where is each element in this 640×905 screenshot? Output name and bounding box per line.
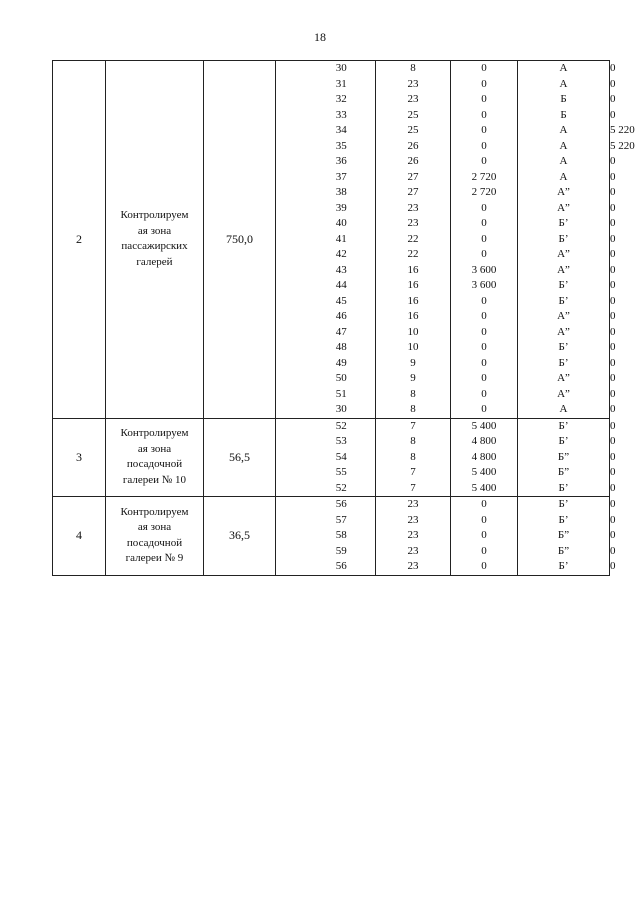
point-number-cell: 35 bbox=[335, 139, 347, 152]
value-b-cell: 9 bbox=[410, 356, 416, 369]
category-cell: А bbox=[559, 403, 568, 415]
point-number-column bbox=[308, 418, 376, 497]
value-b-cell: 23 bbox=[407, 544, 419, 557]
category-cell: Б’ bbox=[558, 419, 569, 432]
value-c-cell: 2 720 bbox=[471, 186, 497, 198]
category-column bbox=[518, 497, 610, 576]
table-body bbox=[53, 61, 635, 576]
point-number-cell: 46 bbox=[335, 310, 347, 322]
value-b-cell: 23 bbox=[407, 513, 419, 526]
zone-area: 36,5 bbox=[204, 497, 276, 576]
value-c-cell: 0 bbox=[481, 217, 487, 229]
point-number-cell: 42 bbox=[335, 248, 347, 260]
value-b-cell: 23 bbox=[407, 529, 419, 541]
value-b-cell: 23 bbox=[407, 93, 419, 105]
value-c-cell: 4 800 bbox=[471, 435, 497, 447]
value-b-cell: 23 bbox=[407, 498, 419, 510]
zone-name-line: Контролируем bbox=[120, 427, 189, 440]
table-section-row: 4 Контролируем ая зона посадочной галереи № 9 36,5 56 57 58 59 56 23 23 23 23 23 0 0 0 0 0 Б’ Б’ Б” Б” Б’ 0 0 0 0 0 bbox=[53, 497, 610, 576]
category-cell: А” bbox=[557, 263, 570, 276]
value-c-cell: 0 bbox=[481, 93, 487, 105]
point-number-cell: 30 bbox=[335, 403, 347, 415]
data-table bbox=[52, 60, 635, 576]
value-b-column bbox=[376, 61, 451, 419]
value-b-cell: 7 bbox=[410, 419, 416, 432]
point-number-cell: 56 bbox=[335, 560, 347, 572]
value-b-cell: 16 bbox=[407, 263, 419, 276]
value-c-cell: 0 bbox=[481, 372, 487, 384]
point-number-cell: 39 bbox=[335, 201, 347, 214]
value-b-cell: 8 bbox=[410, 403, 416, 415]
zone-name-line: галерей bbox=[136, 255, 173, 268]
value-c-cell: 0 bbox=[481, 325, 487, 338]
value-b-cell: 23 bbox=[407, 201, 419, 214]
value-c-cell: 3 600 bbox=[471, 263, 497, 276]
value-b-cell: 27 bbox=[407, 186, 419, 198]
value-c-cell: 0 bbox=[481, 310, 487, 322]
category-cell: А bbox=[559, 139, 568, 152]
point-number-cell: 34 bbox=[335, 124, 347, 136]
value-b-cell: 16 bbox=[407, 279, 419, 291]
point-number-cell: 45 bbox=[335, 294, 347, 307]
page-number: 18 bbox=[314, 30, 326, 44]
value-c-cell: 0 bbox=[481, 77, 487, 90]
value-b-column bbox=[376, 418, 451, 497]
point-number-cell: 56 bbox=[335, 498, 347, 510]
blank-column bbox=[276, 497, 308, 576]
value-c-cell: 0 bbox=[481, 108, 487, 121]
value-c-cell: 0 bbox=[481, 544, 487, 557]
value-b-cell: 26 bbox=[407, 139, 419, 152]
point-number-cell: 43 bbox=[335, 263, 347, 276]
table-section-row: 2 Контролируем ая зона пассажирских галерей 750,0 30 31 32 33 34 35 36 37 38 39 40 41 42 43 44 45 46 47 48 49 50 51 30 8 23 23 25 25 26 26 27 27 23 23 22 22 16 16 16 16 10 10 9 9 8 8 0 0 0 0 0 0 0 2 720 2 720 0 0 0 0 3 600 3 600 0 0 0 0 0 0 0 0 А А Б Б А А А А А” А” Б’ Б’ А” А” Б’ Б’ А” А” Б’ Б’ А” А” А 0 0 0 0 5 220 5 220 0 0 0 0 0 0 0 0 0 0 0 0 0 0 0 0 0 bbox=[53, 61, 610, 419]
category-cell: А” bbox=[557, 372, 570, 384]
zone-name-line: посадочной bbox=[126, 536, 183, 549]
category-cell: А” bbox=[557, 248, 570, 260]
value-b-cell: 8 bbox=[410, 450, 416, 463]
zone-area: 56,5 bbox=[204, 418, 276, 497]
blank-column bbox=[276, 61, 308, 419]
value-b-cell: 26 bbox=[407, 155, 419, 167]
point-number-cell: 50 bbox=[335, 372, 347, 384]
point-number-cell: 38 bbox=[335, 186, 347, 198]
zone-name bbox=[106, 418, 204, 497]
category-column bbox=[518, 61, 610, 419]
value-c-cell: 0 bbox=[481, 155, 487, 167]
value-c-cell: 0 bbox=[481, 356, 487, 369]
value-b-cell: 23 bbox=[407, 560, 419, 572]
value-c-cell: 5 400 bbox=[471, 466, 497, 478]
value-b-cell: 7 bbox=[410, 481, 416, 494]
point-number-cell: 31 bbox=[335, 77, 347, 90]
category-cell: Б’ bbox=[558, 217, 569, 229]
value-b-cell: 22 bbox=[407, 232, 419, 245]
category-cell: А bbox=[559, 124, 568, 136]
category-cell: Б’ bbox=[558, 435, 569, 447]
point-number-cell: 30 bbox=[335, 62, 347, 74]
value-c-cell: 0 bbox=[481, 513, 487, 526]
value-c-cell: 0 bbox=[481, 403, 487, 415]
value-c-cell: 0 bbox=[481, 139, 487, 152]
category-cell: Б” bbox=[557, 450, 570, 463]
category-cell: Б’ bbox=[558, 232, 569, 245]
category-cell: А bbox=[559, 170, 568, 183]
value-b-cell: 25 bbox=[407, 108, 419, 121]
category-cell: Б’ bbox=[558, 279, 569, 291]
category-cell: Б” bbox=[557, 466, 570, 478]
point-number-cell: 47 bbox=[335, 325, 347, 338]
value-c-column bbox=[451, 61, 518, 419]
value-c-cell: 0 bbox=[481, 529, 487, 541]
point-number-cell: 48 bbox=[335, 341, 347, 353]
value-b-cell: 25 bbox=[407, 124, 419, 136]
category-cell: Б’ bbox=[558, 560, 569, 572]
point-number-cell: 57 bbox=[335, 513, 347, 526]
value-b-cell: 8 bbox=[410, 387, 416, 400]
zone-name-line: Контролируем bbox=[120, 209, 189, 222]
category-cell: Б’ bbox=[558, 356, 569, 369]
point-number-cell: 58 bbox=[335, 529, 347, 541]
value-c-cell: 2 720 bbox=[471, 170, 497, 183]
point-number-cell: 32 bbox=[335, 93, 347, 105]
value-b-cell: 10 bbox=[407, 341, 419, 353]
point-number-column bbox=[308, 61, 376, 419]
value-b-cell: 8 bbox=[410, 435, 416, 447]
point-number-cell: 40 bbox=[335, 217, 347, 229]
blank-column bbox=[276, 418, 308, 497]
value-c-cell: 0 bbox=[481, 248, 487, 260]
value-c-cell: 0 bbox=[481, 341, 487, 353]
zone-name-line: галереи № 10 bbox=[122, 473, 187, 486]
category-cell: А” bbox=[557, 186, 570, 198]
point-number-cell: 53 bbox=[335, 435, 347, 447]
value-b-cell: 10 bbox=[407, 325, 419, 338]
point-number-cell: 37 bbox=[335, 170, 347, 183]
category-cell: Б bbox=[560, 108, 567, 121]
category-cell: А” bbox=[557, 310, 570, 322]
value-b-cell: 27 bbox=[407, 170, 419, 183]
category-cell: Б” bbox=[557, 544, 570, 557]
point-number-cell: 51 bbox=[335, 387, 347, 400]
section-number: 3 bbox=[53, 418, 106, 497]
category-cell: Б bbox=[560, 93, 567, 105]
category-cell: А” bbox=[557, 201, 570, 214]
value-c-cell: 4 800 bbox=[471, 450, 497, 463]
category-cell: Б’ bbox=[558, 498, 569, 510]
zone-name bbox=[106, 61, 204, 419]
section-number: 2 bbox=[53, 61, 106, 419]
point-number-cell: 36 bbox=[335, 155, 347, 167]
point-number-column bbox=[308, 497, 376, 576]
zone-name-line: галереи № 9 bbox=[125, 552, 184, 565]
table-section-row: 3 Контролируем ая зона посадочной галереи № 10 56,5 52 53 54 55 52 7 8 8 7 7 5 400 4 800 4 800 5 400 5 400 Б’ Б’ Б” Б” Б’ 0 0 0 0 0 bbox=[53, 418, 610, 497]
zone-area: 750,0 bbox=[204, 61, 276, 419]
value-b-cell: 22 bbox=[407, 248, 419, 260]
category-cell: А” bbox=[557, 387, 570, 400]
value-b-cell: 8 bbox=[410, 62, 416, 74]
category-cell: А bbox=[559, 155, 568, 167]
category-cell: Б’ bbox=[558, 341, 569, 353]
value-b-cell: 9 bbox=[410, 372, 416, 384]
zone-name-line: ая зона bbox=[137, 442, 172, 455]
category-cell: Б’ bbox=[558, 513, 569, 526]
point-number-cell: 52 bbox=[335, 419, 347, 432]
category-cell: А” bbox=[557, 325, 570, 338]
value-c-cell: 0 bbox=[481, 560, 487, 572]
category-cell: Б” bbox=[557, 529, 570, 541]
value-c-cell: 5 400 bbox=[471, 419, 497, 432]
value-c-cell: 0 bbox=[481, 294, 487, 307]
value-b-cell: 7 bbox=[410, 466, 416, 478]
category-cell: А bbox=[559, 62, 568, 74]
zone-name-line: пассажирских bbox=[121, 240, 188, 253]
value-c-cell: 0 bbox=[481, 387, 487, 400]
zone-name-line: Контролируем bbox=[120, 505, 189, 518]
category-cell: А bbox=[559, 77, 568, 90]
value-c-cell: 0 bbox=[481, 232, 487, 245]
value-b-cell: 23 bbox=[407, 217, 419, 229]
point-number-cell: 49 bbox=[335, 356, 347, 369]
point-number-cell: 44 bbox=[335, 279, 347, 291]
value-c-column bbox=[451, 418, 518, 497]
value-c-cell: 0 bbox=[481, 124, 487, 136]
point-number-cell: 52 bbox=[335, 481, 347, 494]
value-c-cell: 0 bbox=[481, 201, 487, 214]
value-b-cell: 16 bbox=[407, 294, 419, 307]
point-number-cell: 55 bbox=[335, 466, 347, 478]
section-number: 4 bbox=[53, 497, 106, 576]
zone-name bbox=[106, 497, 204, 576]
category-cell: Б’ bbox=[558, 294, 569, 307]
value-c-column bbox=[451, 497, 518, 576]
value-b-cell: 16 bbox=[407, 310, 419, 322]
category-column bbox=[518, 418, 610, 497]
category-cell: Б’ bbox=[558, 481, 569, 494]
value-c-cell: 0 bbox=[481, 498, 487, 510]
zone-name-line: посадочной bbox=[126, 458, 183, 471]
value-c-cell: 5 400 bbox=[471, 481, 497, 494]
value-b-cell: 23 bbox=[407, 77, 419, 90]
value-c-cell: 0 bbox=[481, 62, 487, 74]
value-b-column bbox=[376, 497, 451, 576]
zone-name-line: ая зона bbox=[137, 521, 172, 534]
point-number-cell: 33 bbox=[335, 108, 347, 121]
value-c-cell: 3 600 bbox=[471, 279, 497, 291]
point-number-cell: 54 bbox=[335, 450, 347, 463]
point-number-cell: 41 bbox=[335, 232, 347, 245]
zone-name-line: ая зона bbox=[137, 224, 172, 237]
point-number-cell: 59 bbox=[335, 544, 347, 557]
